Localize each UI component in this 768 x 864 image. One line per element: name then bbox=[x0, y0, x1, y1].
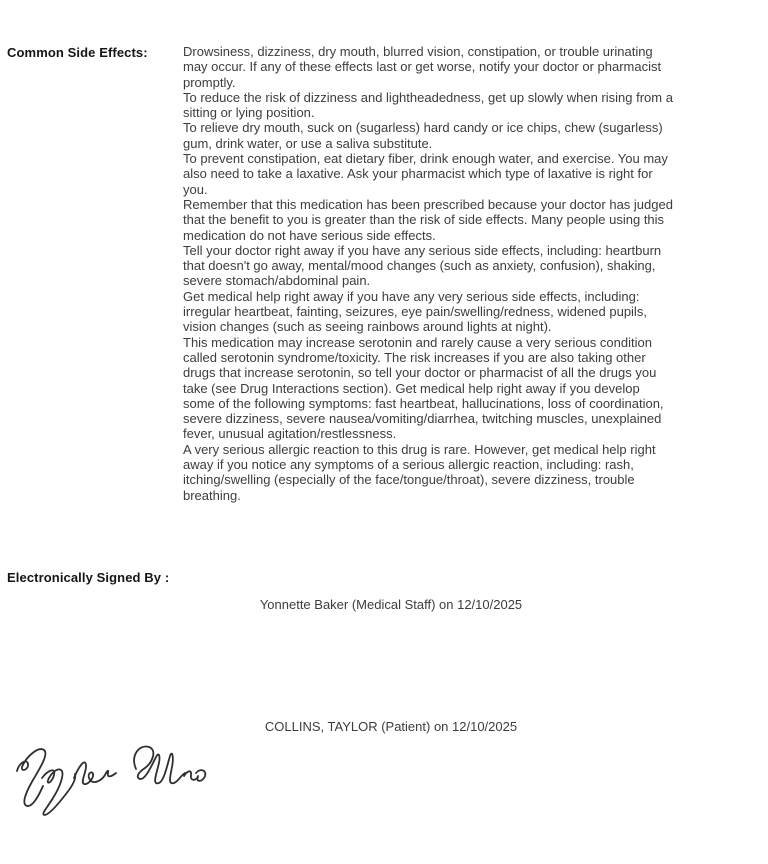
paragraph: To relieve dry mouth, suck on (sugarless) hard candy or ice chips, chew (sugarless) gum, drink water, or use a saliva substitute. bbox=[183, 120, 663, 151]
paragraph: Remember that this medication has been prescribed because your doctor has judged that the benefit to you is greater than the risk of side effects. Many people using this medication do not have serious side effects. bbox=[183, 196, 673, 243]
patient-handwritten-signature-image bbox=[12, 740, 208, 820]
side-effects-label: Common Side Effects: bbox=[7, 45, 148, 60]
patient-signature-line: COLLINS, TAYLOR (Patient) on 12/10/2025 bbox=[264, 719, 518, 734]
paragraph: Tell your doctor right away if you have any serious side effects, including: heartburn that doesn't go away, mental/mood changes (such as anxiety, confusion), shaking, severe stomach/abdominal pain. bbox=[183, 242, 662, 289]
side-effects-text bbox=[183, 44, 675, 503]
paragraph: This medication may increase serotonin and rarely cause a very serious condition called serotonin syndrome/toxicity. The risk increases if you are also taking other drugs that increase serotonin, so tell your doctor or pharmacist of all the drugs you take (see Drug Interactions section). Get medical help right away if you develop some of the following symptoms: fast heartbeat, hallucinations, loss of coordination, severe dizziness, severe nausea/vomiting/diarrhea, twitching muscles, unexplained fever, unusual agitation/restlessness. bbox=[183, 334, 664, 442]
paragraph: A very serious allergic reaction to this drug is rare. However, get medical help right away if you notice any symptoms of a serious allergic reaction, including: rash, itching/swelling (especially of the face/tongue/throat), severe dizziness, trouble breathing. bbox=[183, 441, 656, 503]
paragraph: To reduce the risk of dizziness and lightheadedness, get up slowly when rising from a sitting or lying position. bbox=[183, 89, 673, 121]
paragraph: To prevent constipation, eat dietary fiber, drink enough water, and exercise. You may also need to take a laxative. Ask your pharmacist which type of laxative is right for you. bbox=[183, 151, 668, 197]
electronically-signed-by-label: Electronically Signed By : bbox=[7, 570, 170, 585]
staff-signature-line: Yonnette Baker (Medical Staff) on 12/10/2025 bbox=[259, 597, 523, 612]
paragraph: Drowsiness, dizziness, dry mouth, blurred vision, constipation, or trouble urinating may occur. If any of these effects last or get worse, notify your doctor or pharmacist promptly. bbox=[183, 44, 662, 90]
paragraph: Get medical help right away if you have any very serious side effects, including: irregular heartbeat, fainting, seizures, eye pain/swelling/redness, widened pupils, vision changes (such as seeing rainbows around lights at night). bbox=[183, 288, 647, 335]
